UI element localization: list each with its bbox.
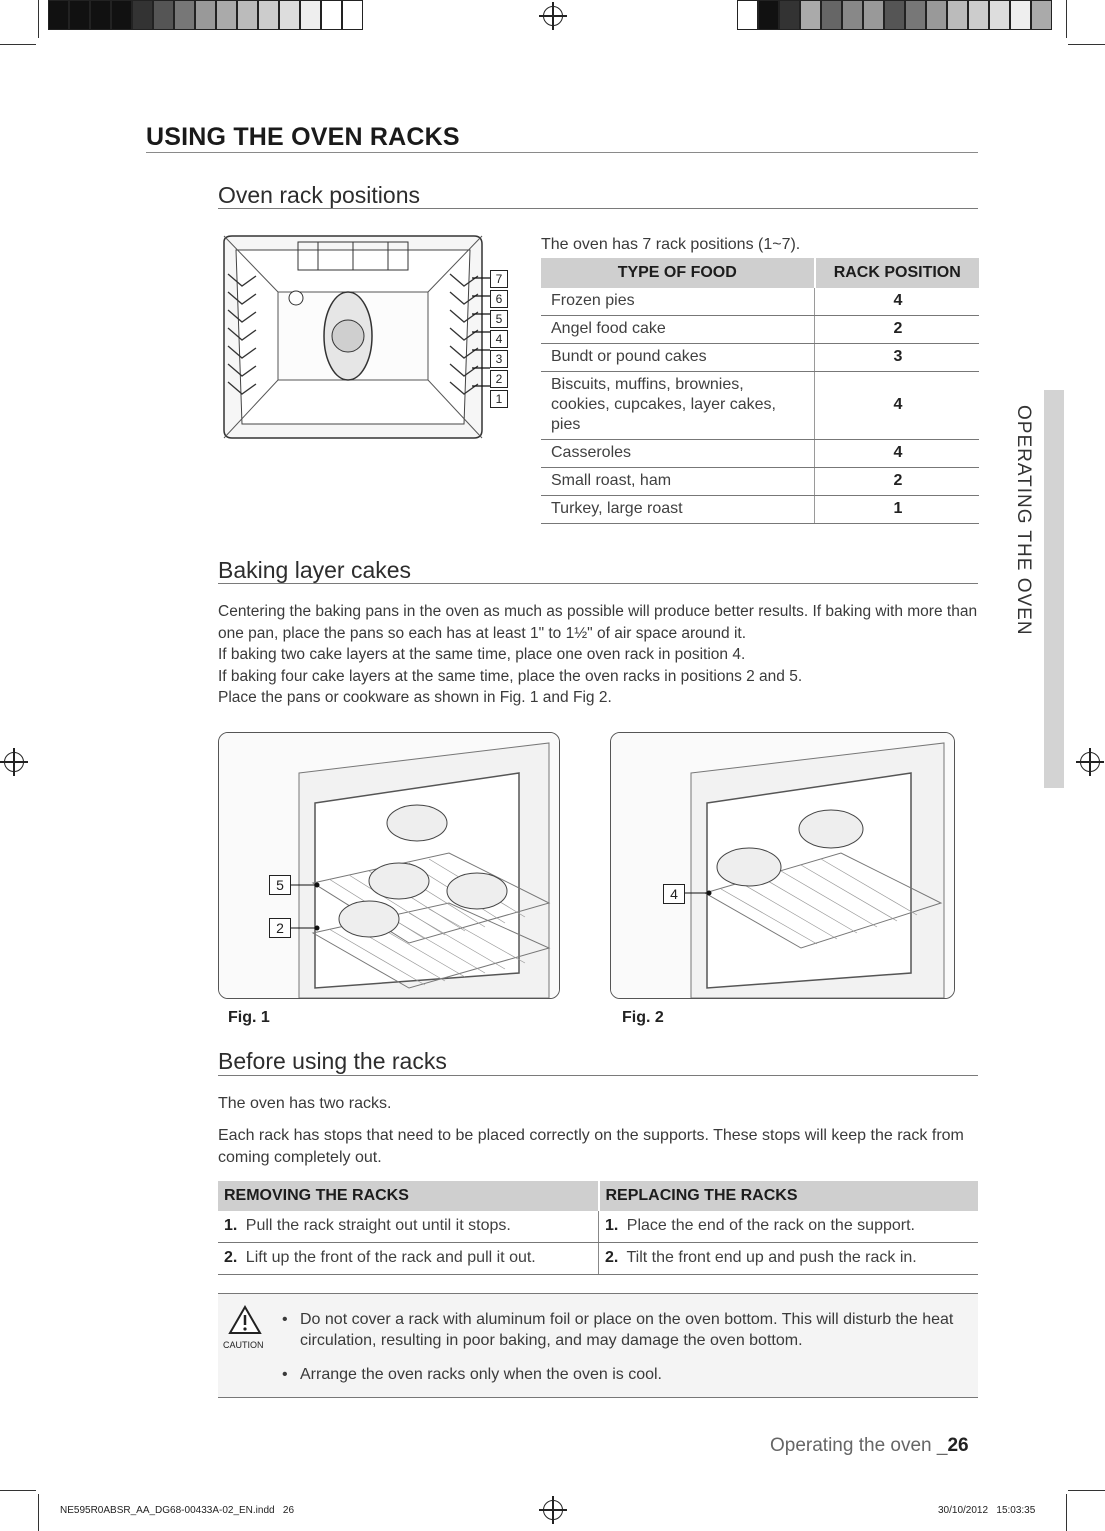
footer-section-label: Operating the oven _ — [770, 1435, 948, 1456]
crop-mark — [38, 1494, 39, 1531]
caution-bullet-text: Arrange the oven racks only when the oven is cool. — [300, 1366, 662, 1383]
caution-bullet — [280, 1364, 980, 1385]
table-row — [541, 468, 979, 496]
rack-number-labels — [490, 270, 508, 410]
column-header-food: TYPE OF FOOD — [541, 258, 815, 288]
rack-number: 5 — [490, 310, 508, 328]
color-bar-right — [737, 0, 1052, 32]
crop-mark — [1066, 1494, 1067, 1531]
table-row — [541, 440, 979, 468]
figure-2-illustration — [610, 732, 955, 999]
crop-mark — [38, 0, 39, 38]
step-text: Place the end of the rack on the support. — [626, 1217, 915, 1234]
step-text: Lift up the front of the rack and pull it out. — [245, 1249, 536, 1266]
column-header-replacing: REPLACING THE RACKS — [599, 1181, 979, 1211]
caution-bullet-text: Do not cover a rack with aluminum foil or place on the oven bottom. This will disturb the heat circulation, resulting in poor baking, and may damage the oven bottom. — [300, 1311, 954, 1349]
position-cell: 4 — [815, 372, 980, 440]
bullet-icon: • — [282, 1311, 288, 1328]
food-cell: Frozen pies — [541, 288, 815, 316]
page-number: 26 — [947, 1435, 969, 1456]
before-using-rule — [218, 1075, 978, 1076]
food-cell: Biscuits, muffins, brownies, cookies, cupcakes, layer cakes, pies — [541, 372, 815, 440]
print-timestamp: 30/10/2012 15:03:35 — [938, 1505, 1036, 1516]
rack-position-label: 2 — [269, 918, 291, 938]
baking-layer-cakes-heading: Baking layer cakes — [218, 557, 412, 583]
side-tab-label: OPERATING THE OVEN — [1013, 405, 1034, 636]
position-cell: 1 — [815, 496, 980, 524]
rack-number: 3 — [490, 350, 508, 368]
replacing-step — [599, 1211, 979, 1243]
figure-1-label: Fig. 1 — [228, 1009, 270, 1026]
bullet-icon: • — [282, 1366, 288, 1383]
table-header-row — [541, 258, 979, 288]
baking-layer-cakes-rule — [218, 583, 978, 584]
page-footer — [770, 1435, 969, 1457]
before-using-heading: Before using the racks — [218, 1048, 447, 1074]
registration-mark-left — [4, 752, 24, 772]
file-slug: NE595R0ABSR_AA_DG68-00433A-02_EN.indd 26 — [60, 1505, 295, 1516]
rack-position-label: 5 — [269, 875, 291, 895]
caution-label: CAUTION — [223, 1340, 264, 1350]
step-number: 1. — [605, 1217, 619, 1234]
table-header-row — [218, 1181, 978, 1211]
before-using-p2: Each rack has stops that need to be placed correctly on the supports. These stops will keep the rack from coming completely out. — [218, 1127, 964, 1166]
position-cell: 2 — [815, 468, 980, 496]
before-using-p1: The oven has two racks. — [218, 1095, 392, 1112]
food-cell: Bundt or pound cakes — [541, 344, 815, 372]
crop-mark — [0, 44, 36, 45]
removing-step — [218, 1243, 599, 1275]
column-header-position: RACK POSITION — [815, 258, 980, 288]
position-cell: 2 — [815, 316, 980, 344]
table-row — [541, 344, 979, 372]
figure-2-label: Fig. 2 — [622, 1009, 664, 1026]
table-row — [541, 316, 979, 344]
rack-number: 7 — [490, 270, 508, 288]
removing-step — [218, 1211, 599, 1243]
food-cell: Turkey, large roast — [541, 496, 815, 524]
paragraph: Centering the baking pans in the oven as much as possible will produce better results. If baking with more than one pan, place the pans so each has at least 1" to 1½" of air space around it. — [218, 603, 978, 642]
replacing-step — [599, 1243, 979, 1275]
caution-bullet — [280, 1309, 980, 1351]
rack-number: 1 — [490, 390, 508, 408]
section-title: USING THE OVEN RACKS — [146, 123, 460, 151]
step-text: Pull the rack straight out until it stops. — [245, 1217, 511, 1234]
step-number: 2. — [224, 1249, 238, 1266]
food-cell: Small roast, ham — [541, 468, 815, 496]
registration-mark-top — [543, 6, 563, 26]
paragraph: If baking four cake layers at the same time, place the oven racks in positions 2 and 5. — [218, 667, 803, 685]
step-text: Tilt the front end up and push the rack in. — [626, 1249, 917, 1266]
rack-number: 2 — [490, 370, 508, 388]
food-cell: Casseroles — [541, 440, 815, 468]
rack-position-table — [541, 258, 979, 524]
table-row — [541, 496, 979, 524]
warning-triangle-icon — [228, 1305, 262, 1340]
color-bar-left — [48, 0, 363, 32]
table-row — [541, 372, 979, 440]
rack-number: 4 — [490, 330, 508, 348]
figure-1-illustration — [218, 732, 560, 999]
crop-mark — [0, 1490, 36, 1491]
column-header-removing: REMOVING THE RACKS — [218, 1181, 599, 1211]
crop-mark — [1068, 1490, 1105, 1491]
food-cell: Angel food cake — [541, 316, 815, 344]
crop-mark — [1066, 0, 1067, 38]
side-tab — [1044, 390, 1064, 788]
table-row — [218, 1243, 978, 1275]
position-cell: 4 — [815, 288, 980, 316]
rack-positions-heading: Oven rack positions — [218, 182, 420, 208]
table-row — [218, 1211, 978, 1243]
section-rule — [146, 152, 978, 153]
oven-rack-diagram — [218, 234, 518, 454]
registration-mark-bottom — [543, 1500, 563, 1520]
position-cell: 4 — [815, 440, 980, 468]
step-number: 2. — [605, 1249, 619, 1266]
rack-positions-rule — [218, 208, 978, 209]
rack-number: 6 — [490, 290, 508, 308]
registration-mark-right — [1080, 752, 1100, 772]
paragraph: If baking two cake layers at the same time, place one oven rack in position 4. — [218, 646, 746, 663]
position-cell: 3 — [815, 344, 980, 372]
rack-positions-intro: The oven has 7 rack positions (1~7). — [541, 236, 801, 253]
crop-mark — [1068, 44, 1105, 45]
rack-position-label: 4 — [663, 884, 685, 904]
baking-layer-cakes-text — [218, 601, 988, 709]
step-number: 1. — [224, 1217, 238, 1234]
rack-instructions-table — [218, 1181, 978, 1275]
table-row — [541, 288, 979, 316]
paragraph: Place the pans or cookware as shown in Fig. 1 and Fig 2. — [218, 689, 612, 706]
